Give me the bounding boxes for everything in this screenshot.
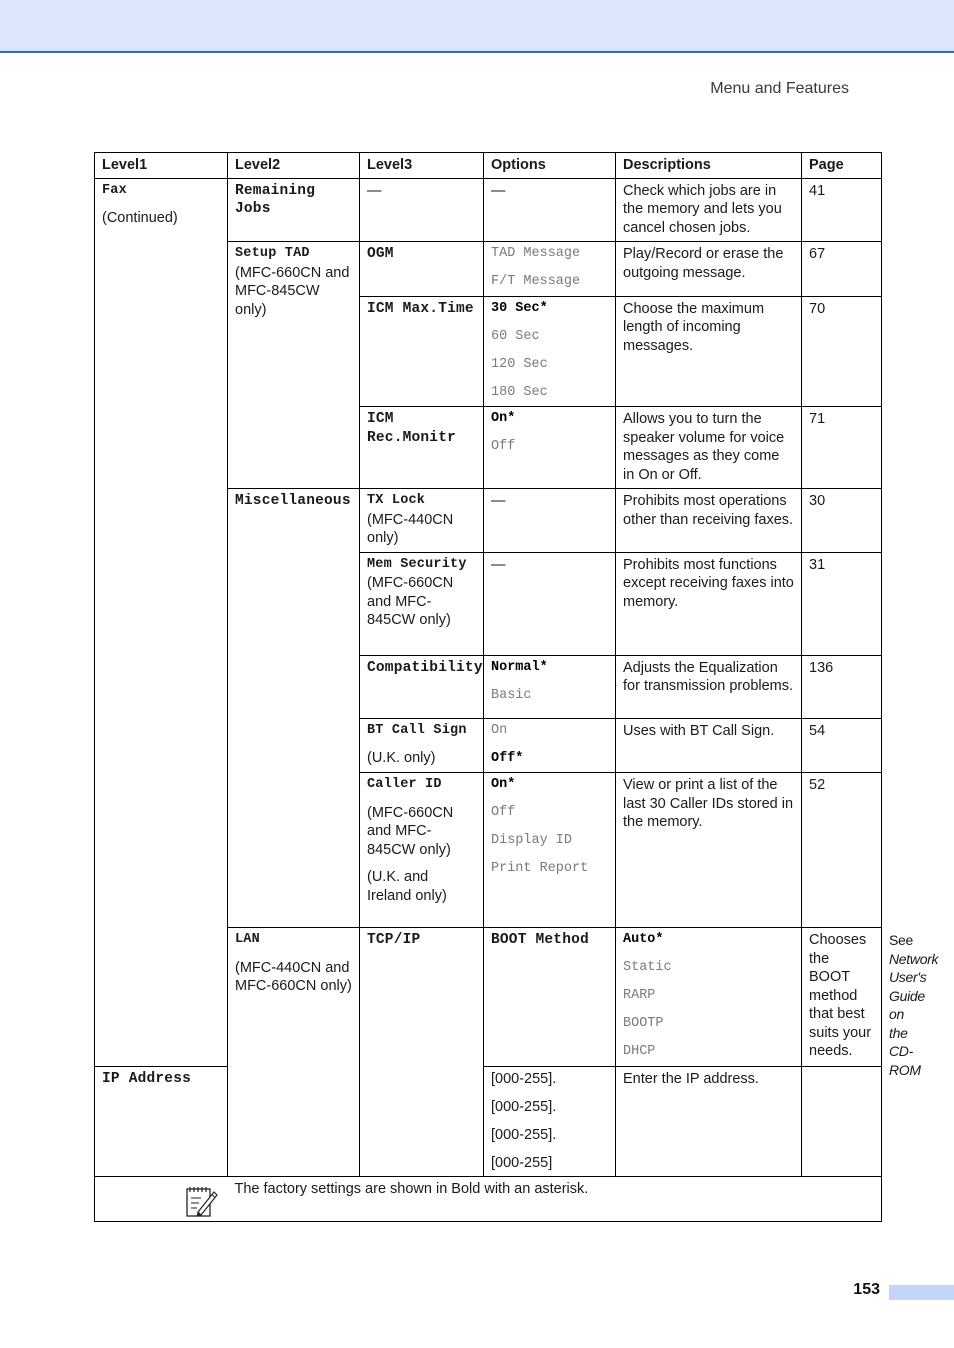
level3-mem-security-note: (MFC-660CN and MFC-845CW only) [367,575,454,628]
table-row [95,1066,882,1177]
option-print-report: Print Report [491,861,589,876]
option-30-sec: 30 Sec* [491,300,548,316]
top-header-band [0,0,954,53]
page-compatibility: 136 [802,655,882,718]
menu-table [94,152,939,1222]
level2-tcp-ip: TCP/IP [360,928,484,1177]
options-compatibility [484,655,616,718]
option-dhcp: DHCP [623,1044,656,1059]
option-ip-octet-3: [000-255]. [491,1126,557,1143]
section-title: Menu and Features [710,80,849,97]
page-mem-security: 31 [802,552,882,655]
desc-ip-address: Enter the IP address. [616,1066,802,1177]
level3-bt-call-sign-note: (U.K. only) [367,750,436,766]
desc-remaining-jobs: Check which jobs are in the memory and lets you cancel chosen jobs. [616,178,802,242]
level3-icm-max-time: ICM Max.Time [360,296,484,407]
page-remaining-jobs: 41 [802,178,882,242]
level3-boot-method: BOOT Method [484,928,616,1067]
options-remaining-jobs: — [484,178,616,242]
option-rarp: RARP [623,988,656,1003]
desc-caller-id: View or print a list of the last 30 Caller IDs stored in the memory. [616,773,802,928]
option-basic: Basic [491,687,532,703]
table-row [95,178,882,242]
level3-bt-call-sign: BT Call Sign [367,722,467,738]
page-number: 153 [853,1281,880,1298]
option-bootp: BOOTP [623,1016,664,1031]
level1-fax-note: (Continued) [102,210,178,226]
level3-tx-lock-note: (MFC-440CN only) [367,511,454,546]
level3-caller-id-note2: (U.K. and Ireland only) [367,869,447,904]
level3-mem-security-cell [360,552,484,655]
desc-compatibility: Adjusts the Equalization for transmission problems. [616,655,802,718]
desc-tx-lock: Prohibits most operations other than receiving faxes. [616,489,802,553]
option-on: On* [491,411,516,426]
page-tx-lock: 30 [802,489,882,553]
note-pencil-icon [185,1184,219,1218]
option-ip-octet-2: [000-255]. [491,1098,557,1115]
level1-lan-note: (MFC-440CN and MFC-660CN only) [235,959,352,994]
page-icm-rec-monitr: 71 [802,407,882,489]
footnote-row [95,1177,882,1222]
options-caller-id [484,773,616,928]
level2-setup-tad-cell [228,242,360,489]
level3-mem-security: Mem Security [367,556,467,572]
option-on: On* [491,777,516,792]
desc-ogm: Play/Record or erase the outgoing message. [616,242,802,297]
desc-icm-max-time: Choose the maximum length of incoming messages. [616,296,802,407]
page-number-band [889,1285,954,1300]
option-normal: Normal* [491,659,548,675]
option-ft-message: F/T Message [491,274,581,289]
options-tx-lock: — [484,489,616,553]
option-off: Off [491,439,516,454]
level3-caller-id-cell [360,773,484,928]
level3-compatibility: Compatibility [360,655,484,718]
level3-icm-rec-monitr: ICM Rec.Monitr [360,407,484,489]
table-row: LAN (MFC-440CN and MFC-660CN only) TCP/IP BOOT Method Auto* Static RARP BOOTP DHCP Chooses the BOOT method that best suits your needs. See Network User's Guide on the CD-ROM [95,928,882,1067]
options-bt-call-sign [484,718,616,773]
option-ip-octet-1: [000-255]. [491,1070,557,1087]
option-auto: Auto* [623,932,664,947]
desc-bt-call-sign: Uses with BT Call Sign. [616,718,802,773]
level3-caller-id-note: (MFC-660CN and MFC-845CW only) [367,804,454,858]
header-options: Options [484,153,616,179]
table-header-row [95,153,882,179]
header-level3: Level3 [360,153,484,179]
desc-boot-method: Chooses the BOOT method that best suits your needs. [802,928,882,1067]
option-static: Static [623,960,672,975]
level3-tx-lock: TX Lock [367,493,426,508]
header-level1: Level1 [95,153,228,179]
option-display-id: Display ID [491,833,573,848]
level3-bt-call-sign-cell [360,718,484,773]
option-60-sec: 60 Sec [491,328,540,344]
option-on: On [491,722,508,738]
option-180-sec: 180 Sec [491,384,548,400]
options-icm-max-time [484,296,616,407]
options-boot-method [616,928,802,1067]
level3-tx-lock-cell [360,489,484,553]
level3-ip-address: IP Address [95,1066,228,1177]
options-mem-security: — [484,552,616,655]
level2-setup-tad-note: (MFC-660CN and MFC-845CW only) [235,264,350,318]
header-descriptions: Descriptions [616,153,802,179]
footnote-text: The factory settings are shown in Bold with an asterisk. [228,1177,882,1222]
level3-remaining-jobs: — [360,178,484,242]
desc-icm-rec-monitr: Allows you to turn the speaker volume for voice messages as they come in On or Off. [616,407,802,489]
option-120-sec: 120 Sec [491,356,548,372]
options-icm-rec-monitr [484,407,616,489]
level3-ogm: OGM [360,242,484,297]
level2-setup-tad: Setup TAD [235,246,310,261]
note-icon-cell [95,1177,228,1222]
level2-remaining-jobs: Remaining Jobs [228,178,360,242]
level1-lan: LAN [235,932,260,947]
page-caller-id: 52 [802,773,882,928]
level1-fax: Fax [102,182,127,198]
level1-fax-cell [95,178,228,1066]
desc-mem-security: Prohibits most functions except receiving faxes into memory. [616,552,802,655]
option-off: Off* [491,750,524,766]
page-ogm: 67 [802,242,882,297]
level1-lan-cell [228,928,360,1177]
option-tad-message: TAD Message [491,246,581,261]
page-bt-call-sign: 54 [802,718,882,773]
header-page: Page [802,153,882,179]
level3-caller-id: Caller ID [367,777,442,792]
level2-miscellaneous: Miscellaneous [228,489,360,928]
header-level2: Level2 [228,153,360,179]
options-ip-address [484,1066,616,1177]
options-ogm [484,242,616,297]
option-ip-octet-4: [000-255] [491,1154,553,1171]
option-off: Off [491,805,516,820]
page-icm-max-time: 70 [802,296,882,407]
